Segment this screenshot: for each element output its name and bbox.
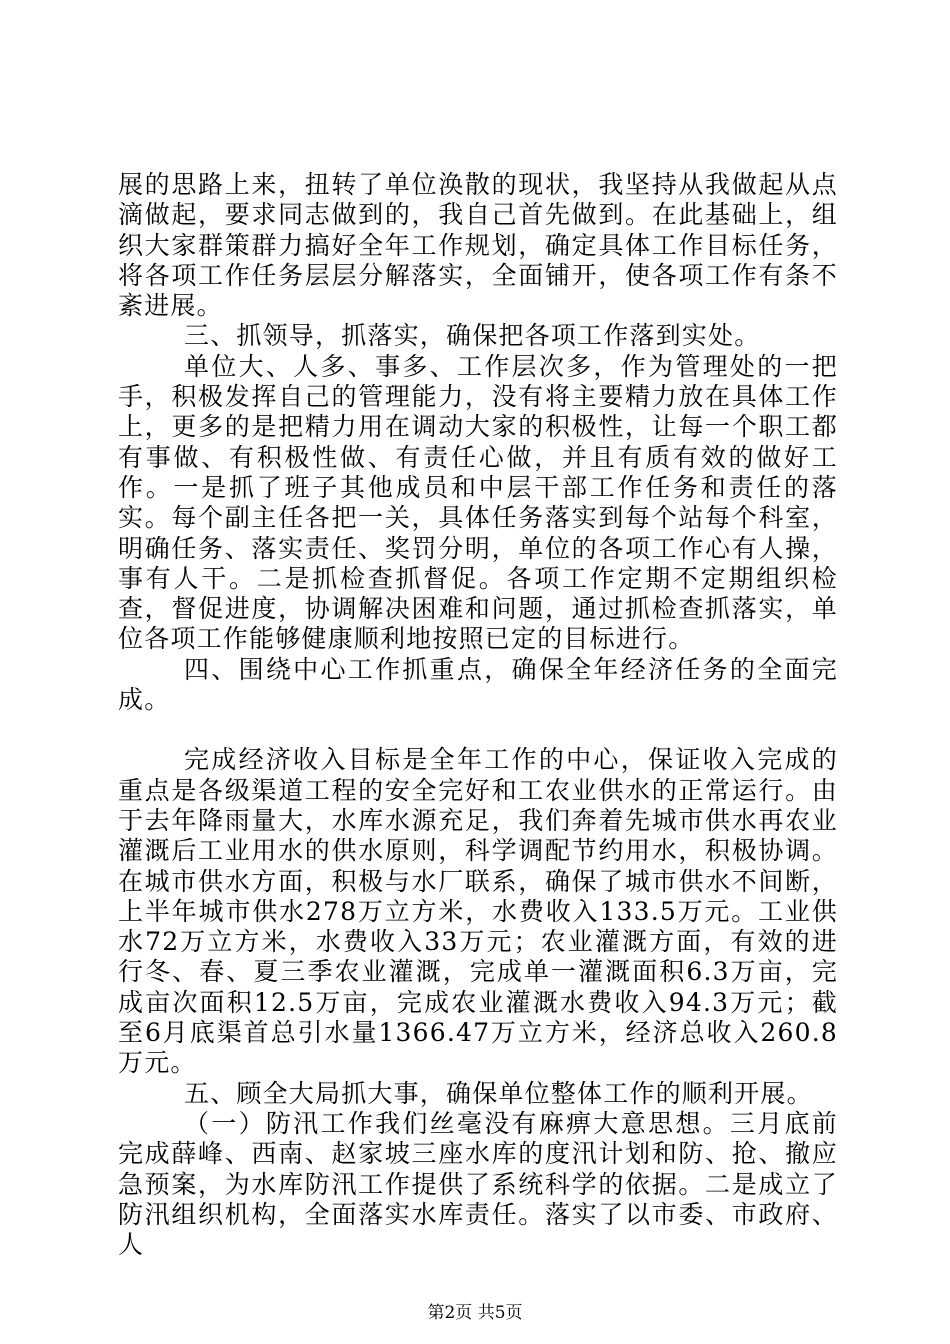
section-heading-five: 五、顾全大局抓大事，确保单位整体工作的顺利开展。: [184, 1078, 813, 1108]
section-heading-four: 四、围绕中心工作抓重点，确保全年经济任务的全面完成。: [118, 654, 838, 715]
paragraph-flood-control: （一）防汛工作我们丝毫没有麻痹大意思想。三月底前完成薛峰、西南、赵家坡三座水库的度汛计划和防、抢、撤应急预案，为水库防汛工作提供了系统科学的依据。二是成立了防汛组织机构，全面落实水库责任。落实了以市委、市政府、人: [118, 1108, 838, 1260]
paragraph-leadership: 单位大、人多、事多、工作层次多，作为管理处的一把手，积极发挥自己的管理能力，没有将主要精力放在具体工作上，更多的是把精力用在调动大家的积极性，让每一个职工都有事做、有积极性做、有责任心做，并且有质有效的做好工作。一是抓了班子其他成员和中层干部工作任务和责任的落实。每个副主任各把一关，具体任务落实到每个站每个科室，明确任务、落实责任、奖罚分明，单位的各项工作心有人操，事有人干。二是抓检查抓督促。各项工作定期不定期组织检查，督促进度，协调解决困难和问题，通过抓检查抓落实，单位各项工作能够健康顺利地按照已定的目标进行。: [118, 351, 838, 654]
paragraph-economic: 完成经济收入目标是全年工作的中心，保证收入完成的重点是各级渠道工程的安全完好和工农业供水的正常运行。由于去年降雨量大，水库水源充足，我们奔着先城市供水再农业灌溉后工业用水的供水原则，科学调配节约用水，积极协调。在城市供水方面，积极与水厂联系，确保了城市供水不间断，上半年城市供水278万立方米，水费收入133.5万元。工业供水72万立方米，水费收入33万元；农业灌溉方面，有效的进行冬、春、夏三季农业灌溉，完成单一灌溉面积6.3万亩，完成亩次面积12.5万亩，完成农业灌溉水费收入94.3万元；截至6月底渠首总引水量1366.47万立方米，经济总收入260.8万元。: [118, 745, 838, 1078]
paragraph-continuation: 展的思路上来，扭转了单位涣散的现状，我坚持从我做起从点滴做起，要求同志做到的，我自己首先做到。在此基础上，组织大家群策群力搞好全年工作规划，确定具体工作目标任务，将各项工作任务层层分解落实，全面铺开，使各项工作有条不紊进展。: [118, 170, 838, 321]
section-heading-three: 三、抓领导，抓落实，确保把各项工作落到实处。: [184, 321, 761, 351]
page-number: 第2页 共5页: [427, 1303, 523, 1323]
document-body: [118, 170, 838, 1260]
